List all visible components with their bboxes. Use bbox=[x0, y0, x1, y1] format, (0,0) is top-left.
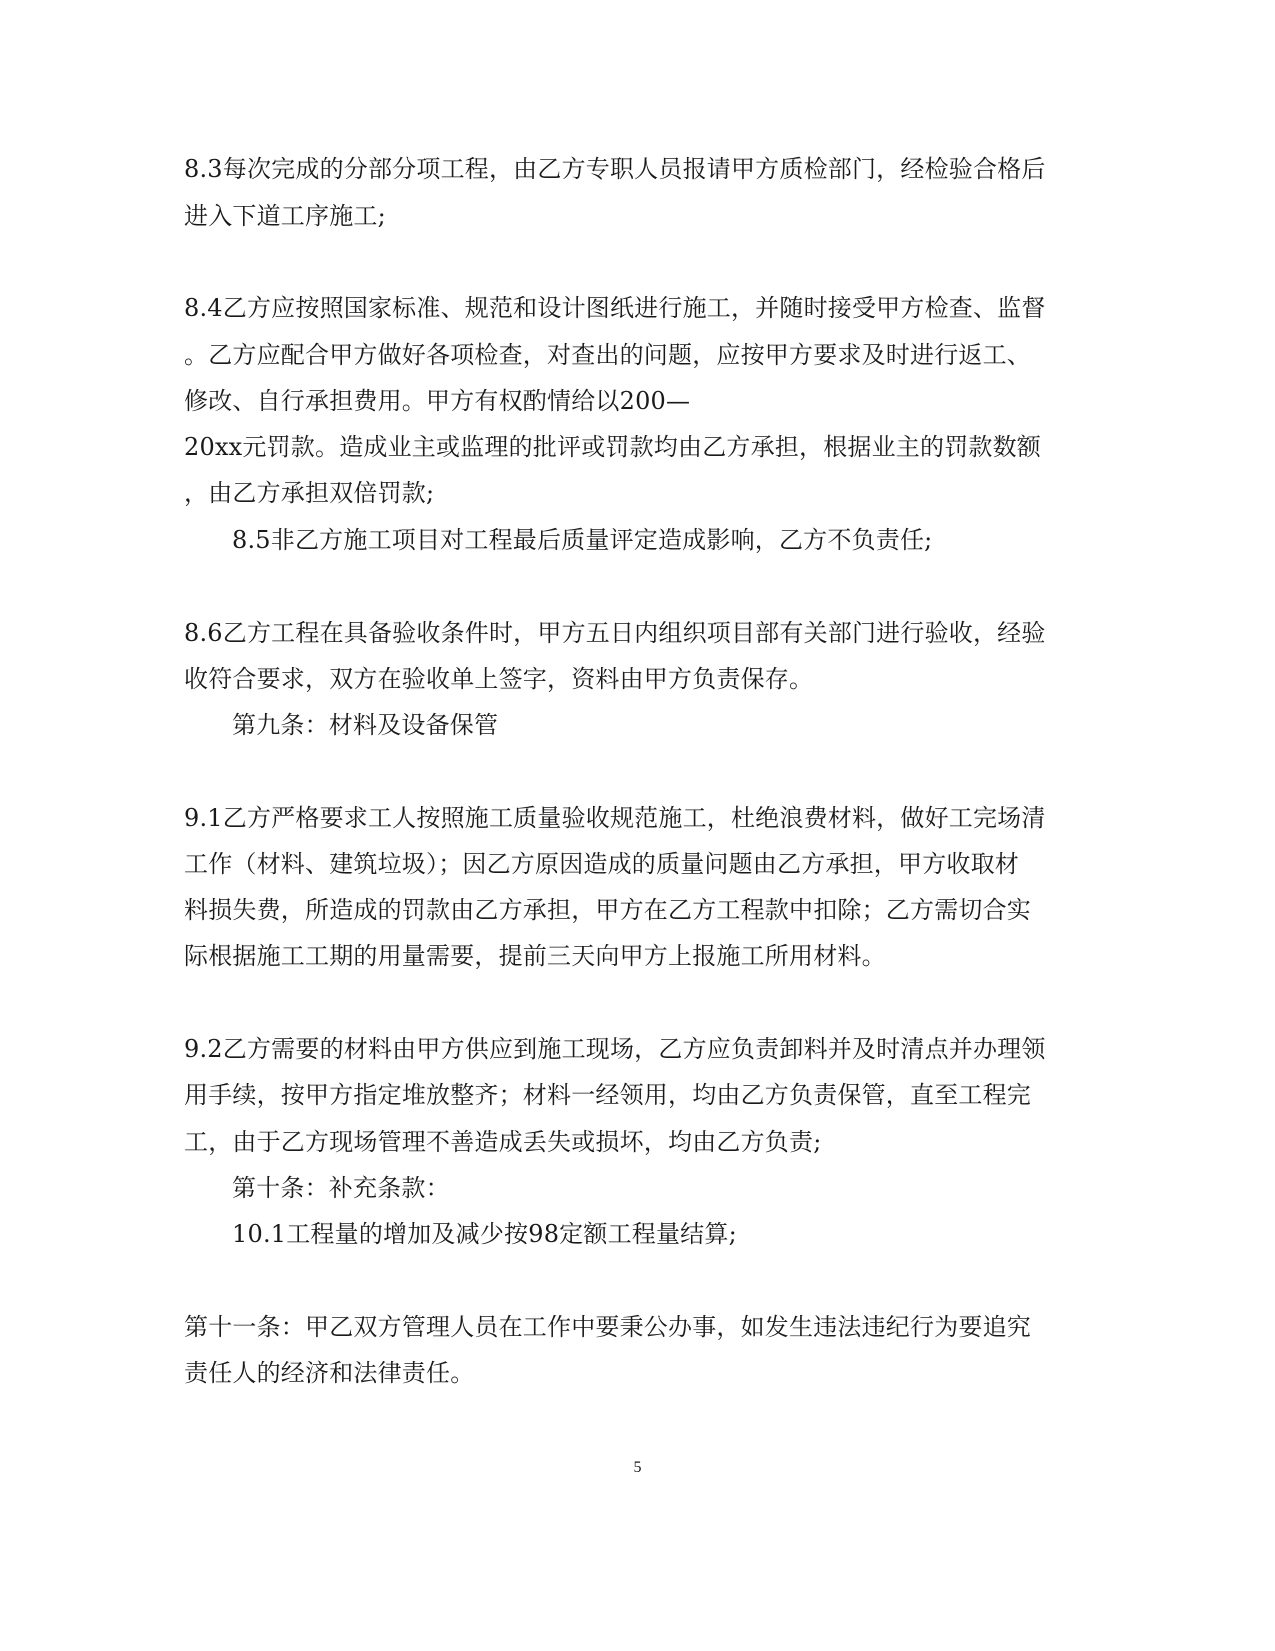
paragraph-10-1-line-1: 10.1工程量的增加及减少按98定额工程量结算; bbox=[232, 1220, 737, 1248]
article-11-line-2: 责任人的经济和法律责任。 bbox=[184, 1359, 475, 1387]
paragraph-9-2-line-2: 用手续，按甲方指定堆放整齐；材料一经领用，均由乙方负责保管，直至工程完 bbox=[184, 1081, 1031, 1109]
paragraph-8-3-line-1: 8.3每次完成的分部分项工程，由乙方专职人员报请甲方质检部门，经检验合格后 bbox=[184, 155, 1046, 183]
paragraph-9-1-line-3: 料损失费，所造成的罚款由乙方承担，甲方在乙方工程款中扣除；乙方需切合实 bbox=[184, 896, 1031, 924]
paragraph-8-4-line-2: 。乙方应配合甲方做好各项检查，对查出的问题，应按甲方要求及时进行返工、 bbox=[184, 341, 1031, 369]
paragraph-8-3-line-2: 进入下道工序施工; bbox=[184, 202, 386, 230]
paragraph-9-1-line-1: 9.1乙方严格要求工人按照施工质量验收规范施工，杜绝浪费材料，做好工完场清 bbox=[184, 804, 1046, 832]
paragraph-8-6-line-1: 8.6乙方工程在具备验收条件时，甲方五日内组织项目部有关部门进行验收，经验 bbox=[184, 619, 1046, 647]
paragraph-8-4-line-3: 修改、自行承担费用。甲方有权酌情给以200— bbox=[184, 387, 691, 415]
article-9-heading: 第九条：材料及设备保管 bbox=[232, 711, 499, 739]
paragraph-9-2-line-3: 工，由于乙方现场管理不善造成丢失或损坏，均由乙方负责; bbox=[184, 1128, 822, 1156]
paragraph-8-4-line-1: 8.4乙方应按照国家标准、规范和设计图纸进行施工，并随时接受甲方检查、监督 bbox=[184, 294, 1046, 322]
article-11-line-1: 第十一条：甲乙双方管理人员在工作中要秉公办事，如发生违法违纪行为要追究 bbox=[184, 1313, 1031, 1341]
paragraph-9-1-line-4: 际根据施工工期的用量需要，提前三天向甲方上报施工所用材料。 bbox=[184, 942, 886, 970]
paragraph-8-4-line-4: 20xx元罚款。造成业主或监理的批评或罚款均由乙方承担，根据业主的罚款数额 bbox=[184, 433, 1042, 461]
paragraph-8-4-line-5: ，由乙方承担双倍罚款; bbox=[184, 479, 435, 507]
paragraph-9-2-line-1: 9.2乙方需要的材料由甲方供应到施工现场，乙方应负责卸料并及时清点并办理领 bbox=[184, 1035, 1046, 1063]
paragraph-9-1-line-2: 工作（材料、建筑垃圾）；因乙方原因造成的质量问题由乙方承担，甲方收取材 bbox=[184, 850, 1019, 878]
page-number: 5 bbox=[633, 1459, 642, 1476]
paragraph-8-6-line-2: 收符合要求，双方在验收单上签字，资料由甲方负责保存。 bbox=[184, 665, 814, 693]
article-10-heading: 第十条：补充条款： bbox=[232, 1174, 450, 1202]
paragraph-8-5-line-1: 8.5非乙方施工项目对工程最后质量评定造成影响，乙方不负责任; bbox=[232, 526, 933, 554]
